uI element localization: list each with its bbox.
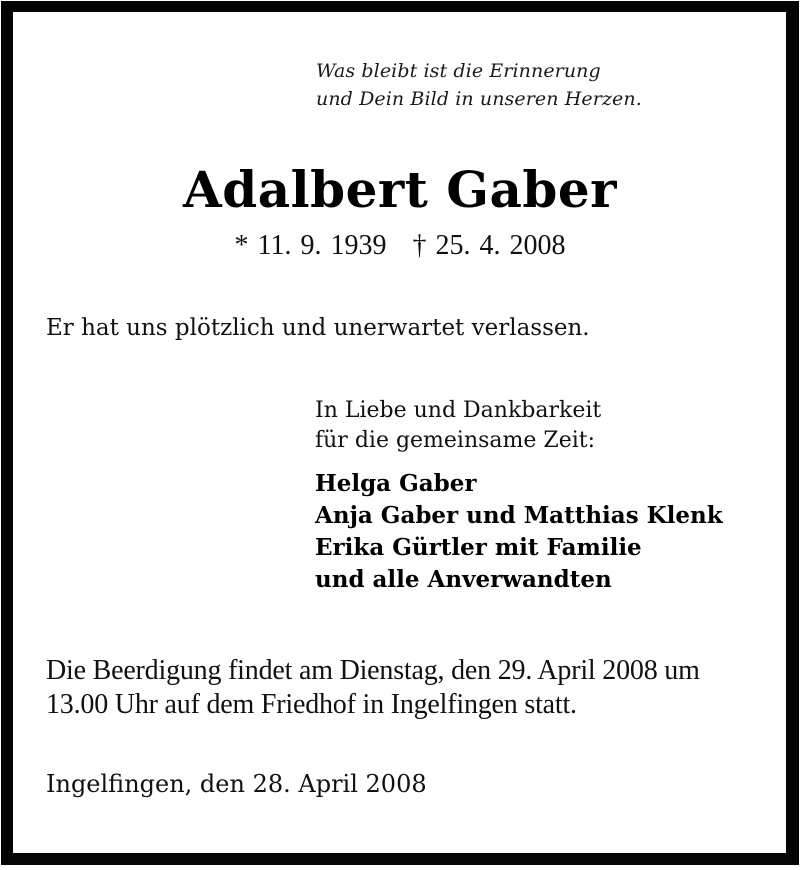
funeral-line-1: Die Beerdigung findet am Dienstag, den 29. April 2008 um [46,655,700,686]
mourner-name: Anja Gaber und Matthias Klenk [315,502,723,529]
thanks-line-2: für die gemeinsame Zeit: [315,428,596,453]
motto-line-1: Was bleibt ist die Erinnerung [316,60,601,82]
life-dates [0,228,800,264]
announcement-text: Er hat uns plötzlich und unerwartet verlassen. [46,315,590,341]
funeral-line-2: 13.00 Uhr auf dem Friedhof in Ingelfingen statt. [46,689,577,720]
thanks-text [315,396,601,456]
mourner-name: Helga Gaber [315,470,477,497]
mourner-name: und alle Anverwandten [315,566,612,593]
motto-quote [316,57,642,113]
birth-date: * 11. 9. 1939 [234,230,387,261]
funeral-info [46,654,700,722]
death-date: † 25. 4. 2008 [412,230,566,261]
deceased-name: Adalbert Gaber [183,160,617,219]
mourners-list [315,468,723,596]
thanks-line-1: In Liebe und Dankbarkeit [315,398,602,423]
motto-line-2: und Dein Bild in unseren Herzen. [316,88,642,110]
place-and-date: Ingelfingen, den 28. April 2008 [46,770,427,798]
mourner-name: Erika Gürtler mit Familie [315,534,642,561]
